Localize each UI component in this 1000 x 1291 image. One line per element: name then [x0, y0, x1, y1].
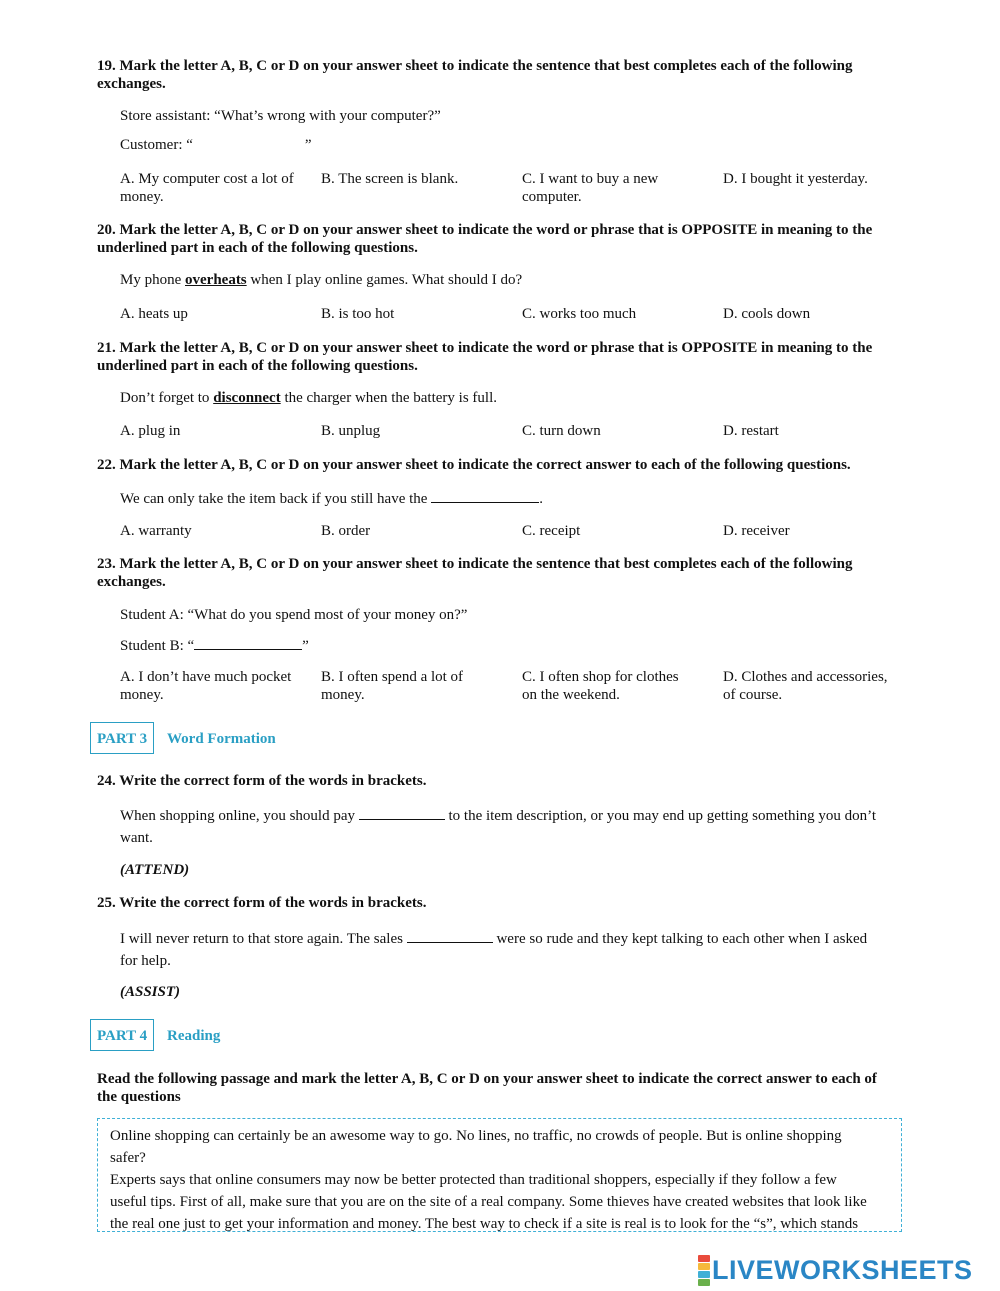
q25-answer-blank[interactable]: [407, 928, 493, 943]
q21-underlined-word: disconnect: [213, 390, 281, 406]
reading-instruction: Read the following passage and mark the letter A, B, C or D on your answer sheet to indicate the correct answer to each of the questions: [97, 1071, 877, 1105]
q20-option-c[interactable]: C. works too much: [522, 306, 637, 322]
q20-underlined-word: overheats: [185, 272, 247, 288]
passage-line: safer?: [110, 1150, 146, 1166]
q19-line1: Store assistant: “What’s wrong with your computer?”: [120, 108, 441, 124]
logo-text: LIVEWORKSHEETS: [712, 1254, 973, 1285]
q23-line2: Student B: “ ”: [120, 635, 309, 655]
q23-title: 23. Mark the letter A, B, C or D on your answer sheet to indicate the sentence that best completes each of the following exchanges.: [97, 556, 853, 590]
q19-option-a[interactable]: A. My computer cost a lot of money.: [120, 171, 294, 205]
q24-answer-blank[interactable]: [359, 805, 445, 820]
logo-blocks-icon: [698, 1255, 710, 1286]
q20-sentence: My phone overheats when I play online games. What should I do?: [120, 272, 523, 288]
q23-option-d[interactable]: D. Clothes and accessories, of course.: [723, 669, 888, 703]
part3-title: Word Formation: [167, 731, 276, 747]
q22-answer-blank[interactable]: [431, 488, 539, 503]
q19-option-d[interactable]: D. I bought it yesterday.: [723, 171, 868, 187]
q20-option-b[interactable]: B. is too hot: [321, 306, 395, 322]
q19-title: 19. Mark the letter A, B, C or D on your answer sheet to indicate the sentence that best completes each of the following exchanges.: [97, 58, 853, 92]
reading-passage: [97, 1118, 902, 1232]
part3-label: PART 3: [90, 722, 154, 754]
q21-title: 21. Mark the letter A, B, C or D on your answer sheet to indicate the word or phrase that is OPPOSITE in meaning to the underlined part in each of the following questions.: [97, 340, 873, 374]
q21-option-c[interactable]: C. turn down: [522, 423, 601, 439]
q21-option-d[interactable]: D. restart: [723, 423, 779, 439]
q20-title: 20. Mark the letter A, B, C or D on your answer sheet to indicate the word or phrase that is OPPOSITE in meaning to the underlined part in each of the following questions.: [97, 222, 873, 256]
liveworksheets-logo: [698, 1255, 973, 1285]
q21-sentence: Don’t forget to disconnect the charger when the battery is full.: [120, 390, 498, 406]
q22-option-b[interactable]: B. order: [321, 523, 371, 539]
q23-option-a[interactable]: A. I don’t have much pocket money.: [120, 669, 292, 703]
q20-option-a[interactable]: A. heats up: [120, 306, 188, 322]
q25-sentence: I will never return to that store again. The sales were so rude and they kept talking to each other when I asked for help.: [120, 928, 910, 970]
q24-hint: (ATTEND): [120, 862, 190, 878]
passage-line: Online shopping can certainly be an awesome way to go. No lines, no traffic, no crowds of people. But is online shopping: [110, 1128, 842, 1144]
q21-option-a[interactable]: A. plug in: [120, 423, 181, 439]
passage-line: useful tips. First of all, make sure that you are on the site of a real company. Some thieves have created websites that look like: [110, 1194, 867, 1210]
q23-option-c[interactable]: C. I often shop for clothes on the weekend.: [522, 669, 679, 703]
q24-title: 24. Write the correct form of the words in brackets.: [97, 773, 427, 789]
q22-title: 22. Mark the letter A, B, C or D on your answer sheet to indicate the correct answer to each of the following questions.: [97, 457, 851, 473]
part4-title: Reading: [167, 1028, 221, 1044]
q25-hint: (ASSIST): [120, 984, 181, 1000]
passage-line: the real one just to get your information and money. The best way to check if a site is real is to look for the “s”, which stands: [110, 1216, 859, 1232]
q25-title: 25. Write the correct form of the words in brackets.: [97, 895, 427, 911]
q21-option-b[interactable]: B. unplug: [321, 423, 381, 439]
q19-option-b[interactable]: B. The screen is blank.: [321, 171, 459, 187]
q24-sentence: When shopping online, you should pay to the item description, or you may end up getting something you don’t want.: [120, 805, 910, 847]
q23-option-b[interactable]: B. I often spend a lot of money.: [321, 669, 464, 703]
part4-label: PART 4: [90, 1019, 154, 1051]
q20-option-d[interactable]: D. cools down: [723, 306, 811, 322]
q22-sentence: We can only take the item back if you still have the .: [120, 488, 543, 508]
q22-option-a[interactable]: A. warranty: [120, 523, 192, 539]
q23-answer-blank[interactable]: [194, 635, 302, 650]
q19-line2: Customer: “ ”: [120, 137, 312, 153]
q19-option-c[interactable]: C. I want to buy a new computer.: [522, 171, 659, 205]
q22-option-d[interactable]: D. receiver: [723, 523, 790, 539]
q22-option-c[interactable]: C. receipt: [522, 523, 581, 539]
q23-line1: Student A: “What do you spend most of your money on?”: [120, 607, 468, 623]
passage-line: Experts says that online consumers may now be better protected than traditional shoppers, especially if they follow a few: [110, 1172, 837, 1188]
